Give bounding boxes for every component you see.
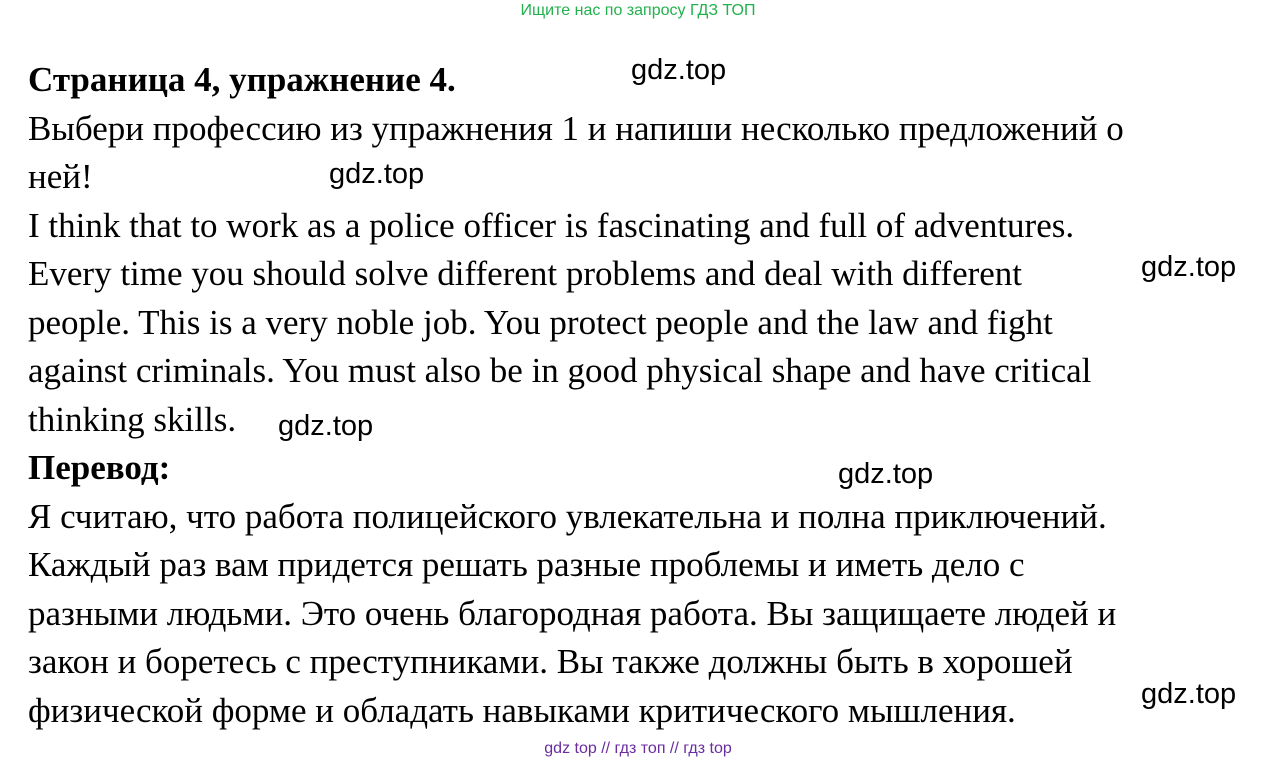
footer-links[interactable]: gdz top // гдз топ // гдз top	[544, 740, 732, 757]
answer-line: Every time you should solve different problems and deal with different	[28, 254, 1023, 293]
watermark: gdz.top	[1141, 678, 1237, 710]
watermark: gdz.top	[631, 54, 727, 86]
watermark: gdz.top	[278, 410, 374, 442]
task-line: ней!	[28, 157, 93, 196]
translation-line: Я считаю, что работа полицейского увлекательна и полна приключений.	[28, 496, 1107, 536]
task-line: Выбери профессию из упражнения 1 и напиши несколько предложений о	[28, 108, 1124, 148]
translation-heading: Перевод:	[28, 448, 171, 487]
answer-line: people. This is a very noble job. You protect people and the law and fight	[28, 302, 1053, 342]
translation-line: разными людьми. Это очень благородная работа. Вы защищаете людей и	[28, 593, 1117, 633]
watermark: gdz.top	[1141, 251, 1237, 283]
translation-line: Каждый раз вам придется решать разные проблемы и иметь дело с	[28, 545, 1025, 584]
watermark: gdz.top	[329, 158, 425, 190]
top-banner[interactable]: Ищите нас по запросу ГДЗ ТОП	[520, 2, 756, 19]
answer-line: I think that to work as a police officer is fascinating and full of adventures.	[28, 205, 1075, 245]
translation-line: физической форме и обладать навыками критического мышления.	[28, 690, 1016, 730]
page-title: Страница 4, упражнение 4.	[28, 60, 456, 99]
document-body	[28, 56, 1268, 735]
answer-line: against criminals. You must also be in good physical shape and have critical	[28, 351, 1092, 390]
watermark: gdz.top	[838, 458, 934, 490]
answer-line: thinking skills.	[28, 399, 237, 439]
translation-line: закон и боретесь с преступниками. Вы также должны быть в хорошей	[28, 642, 1073, 681]
